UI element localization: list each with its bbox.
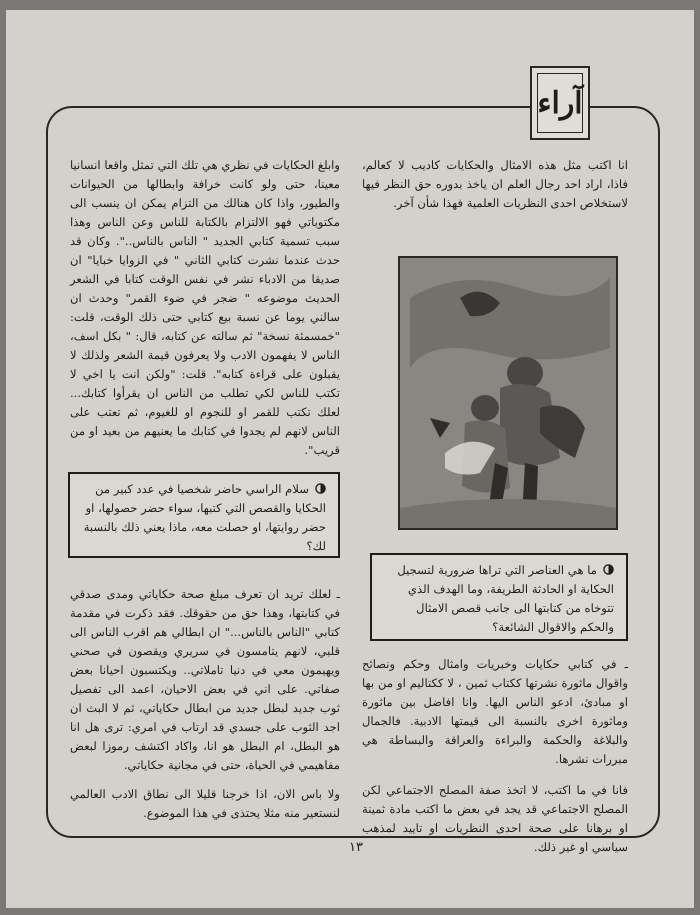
section-logo-text: آراء <box>537 73 583 133</box>
magazine-page <box>6 10 694 908</box>
left-answer-paragraph-2: ولا باس الان، اذا خرجنا قليلا الى نطاق الادب العالمي لنستعير منه مثلا يحتذى في هذا الموضوع. <box>70 787 340 820</box>
answer-paragraph-1: ـ في كتابي حكايات وخبريات وامثال وحكم ونصائح واقوال ماثورة نشرتها ككتاب ثمين ، لا ككتاليم او من بها او مبادئ، ادعو الناس اليها. وانا افاضل بين ماثورة وماثورة اخرى بالنسبة الى قيمتها الادبية. فالجمال والبلاغة والحكمة والبراءة والعراقة والبساطة هي مبررات نشرها. <box>362 657 628 766</box>
left-answer-paragraph-1: ـ لعلك تريد ان تعرف مبلغ صحة حكاياتي ومدى صدقي في كتابتها، وهذا حق من حقوقك. فقد ذكرت في مقدمة كتابي "الناس بالناس..." ان ابطالي هم اقرب الناس الى قلبي، لانهم يتامسون في سريري ويقصون في صحني ويهيمون معي في دنيا تاملاتي.. ويكتسبون احيانا بعض صفاتي. على اني في بعض الاحيان، اعمد الى تفصيل ثوب جديد لبطل جديد من ابطال حكاياتي، ثم لا البث ان اجد الثوب على جسدي قد ارتاب في امري: ترى هل انا هو البطل، ام البطل هو انا، واكاد اكتشف رموزا لبعض مفاهيمي في الحياة، حتى في مجانية حكاياتي. <box>70 587 340 772</box>
question-box-left <box>68 472 340 558</box>
left-column-answers <box>70 585 340 831</box>
section-logo <box>530 66 590 140</box>
right-column-intro <box>362 156 628 221</box>
question-right-text: ما هي العناصر التي تراها ضرورية لتسجيل الحكاية او الحادثة الطريفة، وما الهدف الذي تتوخاه من كتابتها الى جانب قصص الامثال والحكم والاقوال الشائعة؟ <box>397 563 614 634</box>
bullet-icon <box>603 564 614 575</box>
answer-paragraph-2: فانا في ما اكتب، لا اتخذ صفة المصلح الاجتماعي لكن المصلح الاجتماعي قد يجد في بعض ما اكتب مادة ثمينة او برهانا على صحة احدى النظريات او تاييد لمذهب سياسي او غير ذلك. <box>362 783 628 854</box>
intro-paragraph: انا اكتب مثل هذه الامثال والحكايات كاديب لا كعالم، فاذا، اراد احد رجال العلم ان ياخذ بدوره حق النظر فيها لاستخلاص احدى النظريات العلمية فهذا شأن آخر. <box>362 158 628 210</box>
right-column-answers <box>362 655 628 865</box>
page-number: ١٣ <box>349 840 363 855</box>
illustration-drawing <box>400 258 616 528</box>
illustration-image <box>398 256 618 530</box>
left-column-text <box>70 156 340 468</box>
left-paragraph-1: وابلغ الحكايات في نظري هي تلك التي تمثل واقعا انسانيا معينا، حتى ولو كانت خرافة وابطالها من الحيوانات والطيور، واذا كان هنالك من التزام يمكن ان ينسب الى مكتوباتي فهو الالتزام بالكتابة للناس وعن الناس وهذا سبب تسمية كتابي الجديد " الناس بالناس..". وكان قد حدث عندما نشرت كتابي الثاني " في الزوايا خبايا" ان صديقا من الادباء نشر في نفس الوقت كتابا في الشعر الحديث موضوعه " ضجر في ضوء القمر" وحدث ان سالني يوما عن نسبة بيع كتابي حتى ذلك الوقت، قلت: "خمسمئة نسخة" ثم سالته عن كتابه، قال: " بكل اسف، الناس لا يفهمون الادب ولا يعرفون قيمة الشعر ولذلك لا يقبلون على قراءة كتابه". قلت: "ولكن انت يا اخي لا تكتب للناس لكي تطلب من الناس ان يقرأوا كتابك... لعلك تكتب للقمر او للنجوم او للغيوم، ثم تعتب على الناس لانهم لم يجدوا في كتابك ما يعنيهم من بعيد او من قريب". <box>70 158 340 457</box>
question-box-right <box>370 553 628 641</box>
bullet-icon <box>315 483 326 494</box>
question-left-text: سلام الراسي حاضر شخصيا في عدد كبير من الحكايا والقصص التي كتبها، سواء حضر حصولها، او حضر روايتها، او حصلت معه، ماذا يعني ذلك بالنسبة لك؟ <box>83 482 326 553</box>
